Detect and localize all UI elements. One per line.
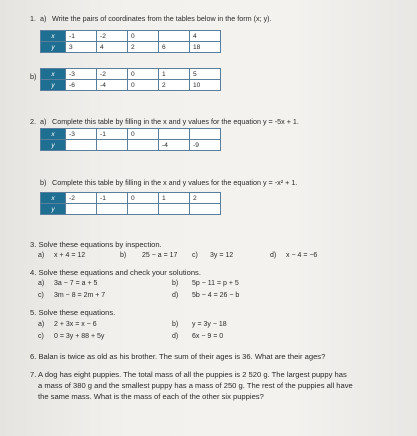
table-cell [97,140,128,151]
table-cell: -4 [159,140,190,151]
table-row-head: x [41,193,66,204]
q4-label-a: a) [38,280,45,287]
q2-number: 2. [30,117,36,126]
table-row-head: x [41,129,66,140]
table-cell: 0 [128,31,159,42]
q5-eq-d: 6x − 9 = 0 [192,333,224,340]
table-cell: 2 [190,193,221,204]
table-cell: 4 [190,31,221,42]
q1-instruction: Write the pairs of coordinates from the tables below in the form (x; y). [52,14,272,23]
table-cell: 0 [128,69,159,80]
q4-eq-a: 3a − 7 = a + 5 [54,280,98,287]
table-cell: 5 [190,69,221,80]
table-cell: -3 [66,129,97,140]
q5-label-a: a) [38,321,45,328]
q3-eq-d: x − 4 = −6 [286,252,318,259]
q1-label-b: b) [30,72,37,81]
table-cell [128,204,159,215]
q3-label-c: c) [192,252,198,259]
q3-eq-b: 25 − a = 17 [142,252,178,259]
q4-label-d: d) [172,292,179,299]
q1a-table [40,30,221,53]
table-cell [190,129,221,140]
table-cell: -2 [97,31,128,42]
q4-eq-b: 5p − 11 = p + 5 [192,280,239,287]
q2b-label: b) [40,178,47,187]
table-cell: 2 [128,42,159,53]
table-cell [128,140,159,151]
q2a-table [40,128,221,151]
q4-eq-c: 3m − 8 = 2m + 7 [54,292,106,299]
q1b-table [40,68,221,91]
table-cell [66,204,97,215]
q7-line1: 7. A dog has eight puppies. The total mass of all the puppies is 2 520 g. The largest puppy has [30,370,347,379]
q4-label-b: b) [172,280,179,287]
q4-instruction: 4. Solve these equations and check your solutions. [30,268,201,277]
q1-label-a: a) [40,14,47,23]
table-cell: 0 [128,80,159,91]
q7-line2: a mass of 380 g and the smallest puppy has a mass of 250 g. The rest of the puppies all have [38,381,353,390]
q4-eq-d: 5b − 4 = 26 − b [192,292,240,299]
q3-label-b: b) [120,252,127,259]
table-cell: 10 [190,80,221,91]
q3-label-a: a) [38,252,45,259]
q3-label-d: d) [270,252,277,259]
table-cell: 4 [97,42,128,53]
table-cell [190,204,221,215]
q2b-table [40,192,221,215]
table-row-head: y [41,42,66,53]
table-cell [66,140,97,151]
q5-label-b: b) [172,321,179,328]
table-cell: -4 [97,80,128,91]
q5-eq-b: y = 3y − 18 [192,321,227,328]
table-cell: 0 [128,193,159,204]
q5-label-d: d) [172,333,179,340]
table-cell: -6 [66,80,97,91]
q5-eq-c: 0 = 3y + 88 + 5y [54,333,105,340]
q3-eq-c: 3y = 12 [210,252,234,259]
table-cell: -9 [190,140,221,151]
table-cell: 18 [190,42,221,53]
q3-eq-a: x + 4 = 12 [54,252,86,259]
table-cell: 3 [66,42,97,53]
table-cell: 1 [159,193,190,204]
table-cell: 0 [128,129,159,140]
table-cell: -2 [97,69,128,80]
table-cell [159,129,190,140]
q5-eq-a: 2 + 3x = x − 6 [54,321,97,328]
q2a-instruction: Complete this table by filling in the x and y values for the equation y = -5x + 1. [52,117,299,126]
q2a-label: a) [40,117,47,126]
table-cell: -3 [66,69,97,80]
q6-text: 6. Balan is twice as old as his brother. The sum of their ages is 36. What are their ages? [30,352,326,361]
table-cell: 1 [159,69,190,80]
table-row-head: y [41,80,66,91]
table-cell: -1 [97,129,128,140]
table-cell: -2 [66,193,97,204]
table-cell: 6 [159,42,190,53]
table-cell [159,204,190,215]
table-cell: -1 [97,193,128,204]
table-row-head: x [41,69,66,80]
q3-instruction: 3. Solve these equations by inspection. [30,240,162,249]
q5-label-c: c) [38,333,44,340]
q1-number: 1. [30,14,36,23]
table-cell: -1 [66,31,97,42]
q4-label-c: c) [38,292,44,299]
q5-instruction: 5. Solve these equations. [30,308,116,317]
q2b-instruction: Complete this table by filling in the x and y values for the equation y = -x² + 1. [52,178,298,187]
q7-line3: the same mass. What is the mass of each of the other six puppies? [38,392,264,401]
table-cell: 2 [159,80,190,91]
table-row-head: x [41,31,66,42]
table-row-head: y [41,140,66,151]
table-cell [97,204,128,215]
table-cell [159,31,190,42]
table-row-head: y [41,204,66,215]
